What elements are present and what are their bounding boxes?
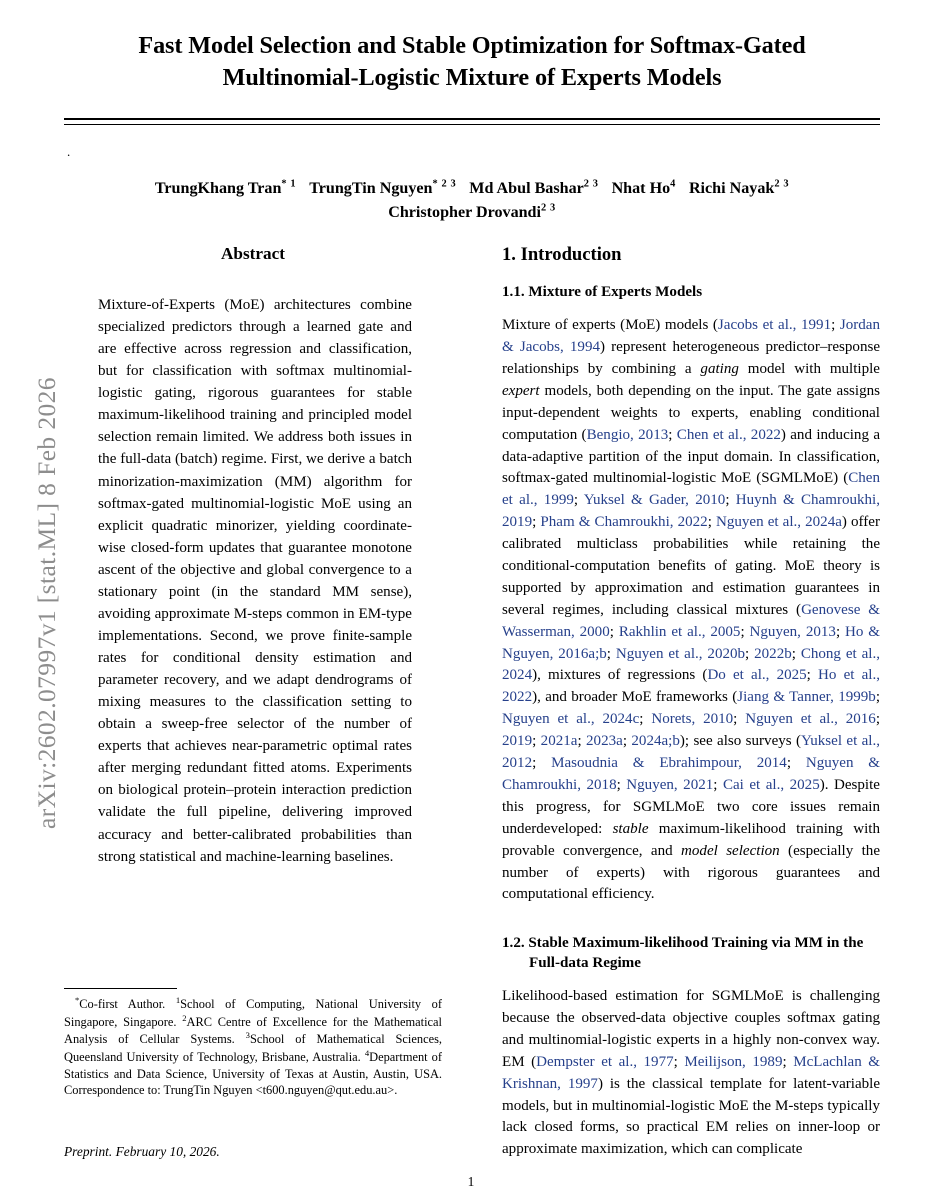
text-run: ; (609, 623, 619, 640)
text-run: ; (733, 711, 746, 728)
text-run: ; (786, 755, 806, 772)
text-run: ) offer calibrated multiclass probabilities while retaining the conditional-computation benefits of gating. MoE theory is supported by approximation and estimation guarantees in several regimes, including classical mixtures ( (502, 514, 880, 618)
citation-link[interactable]: Nguyen, 2021 (626, 776, 714, 793)
text-run: ; (831, 317, 840, 334)
citation-link[interactable]: Nguyen et al., 2024c (502, 711, 640, 728)
citation-link[interactable]: Jiang & Tanner, 1999b (737, 689, 876, 706)
author-name: Richi Nayak (688, 180, 775, 198)
footnote-marker: 2 (182, 1012, 187, 1023)
text-run: ; (707, 514, 716, 531)
author-name: TrungKhang Tran (154, 180, 282, 198)
footnote-text (64, 995, 442, 1099)
author-name: Christopher Drovandi (388, 204, 541, 222)
text-run: ; (668, 426, 677, 443)
author-entry (469, 180, 598, 197)
citation-link[interactable]: Norets, 2010 (651, 711, 734, 728)
author-entry (689, 180, 789, 197)
footnote-run: ARC Centre of Excellence for the Mathematical Analysis of Cellular Systems. (64, 1014, 442, 1047)
author-name: TrungTin Nguyen (309, 180, 433, 198)
title-block (64, 0, 880, 125)
citation-link[interactable]: Masoudnia & Ebrahimpour, 2014 (551, 755, 787, 772)
citation-link[interactable]: Jordan & Jacobs, 1994 (502, 317, 880, 356)
text-run: ), mixtures of regressions ( (532, 667, 708, 684)
preprint-note: Preprint. February 10, 2026. (64, 1144, 220, 1159)
page-number: 1 (467, 1174, 475, 1189)
citation-link[interactable]: Huynh & Chamroukhi, 2019 (502, 492, 880, 531)
citation-link[interactable]: Cai et al., 2025 (722, 776, 820, 793)
paragraph-mixture-of-experts (502, 315, 880, 906)
citation-link[interactable]: Do et al., 2025 (707, 667, 807, 684)
page-title: Fast Model Selection and Stable Optimization for Softmax-Gated Multinomial-Logistic Mixture of Experts Models (138, 32, 806, 91)
citation-link[interactable]: Nguyen et al., 2024a (715, 514, 842, 531)
text-run: ; (532, 733, 541, 750)
text-run: ; (577, 733, 587, 750)
text-run: ; (532, 755, 552, 772)
title-rule (64, 118, 880, 125)
spacer (502, 923, 880, 934)
author-affiliation-marks: 4 (670, 178, 676, 190)
citation-link[interactable]: Nguyen & Chamroukhi, 2018 (502, 755, 880, 793)
author-affiliation-marks: * 2 3 (432, 178, 457, 190)
citation-link[interactable]: Ho & Nguyen, 2016a;b (502, 623, 880, 662)
text-run: ; (740, 623, 750, 640)
footnote-marker: 1 (175, 995, 181, 1005)
left-column (64, 244, 442, 868)
text-run: ; (875, 711, 880, 728)
text-run: ). Despite this progress, for SGMLMoE two core issues remain underdeveloped: (502, 776, 880, 837)
text-run: ; (713, 776, 723, 793)
citation-link[interactable]: 2023a (586, 733, 623, 750)
author-affiliation-marks: 2 3 (540, 202, 556, 214)
citation-link[interactable]: Jacobs et al., 1991 (717, 317, 832, 334)
footnote-block (64, 988, 442, 1099)
text-run: ; (835, 623, 846, 640)
footnote-marker: 4 (364, 1048, 370, 1059)
text-run: ; (725, 492, 736, 509)
citation-link[interactable]: Chen et al., 2022 (676, 426, 781, 443)
citation-link[interactable]: Nguyen et al., 2020b (615, 645, 746, 662)
text-run: ; (622, 733, 632, 750)
citation-link[interactable]: Chong et al., 2024 (502, 645, 880, 684)
author-list (64, 177, 880, 225)
citation-link[interactable]: Meilijson, 1989 (684, 1053, 783, 1070)
citation-link[interactable]: 2019 (502, 733, 533, 750)
abstract-heading: Abstract (221, 244, 285, 263)
citation-link[interactable]: Genovese & Wasserman, 2000 (502, 601, 881, 640)
citation-link[interactable]: McLachlan & Krishnan, 1997 (502, 1053, 880, 1092)
text-run: (especially the number of experts) with rigorous guarantees and computational efficiency. (502, 842, 880, 903)
citation-link[interactable]: 2022b (754, 645, 792, 662)
text-run: ) represent heterogeneous predictor–response relationships by combining a (502, 339, 881, 378)
author-entry (155, 180, 296, 197)
citation-link[interactable]: 2021a (540, 733, 578, 750)
text-run: ; (639, 711, 652, 728)
footnote-rule (64, 988, 177, 989)
author-line-2 (64, 201, 880, 225)
text-run: ; (745, 645, 755, 662)
subsection-heading-1-2: 1.2. Stable Maximum-likelihood Training via MM in the Full-data Regime (502, 935, 864, 972)
footnote-run: School of Mathematical Sciences, Queensland University of Technology, Brisbane, Australia. (64, 1032, 442, 1065)
citation-link[interactable]: Chen et al., 1999 (502, 470, 880, 509)
citation-link[interactable]: Yuksel et al., 2012 (502, 733, 881, 772)
footnote-run: Co-first Author. (79, 997, 176, 1012)
author-affiliation-marks: 2 3 (774, 178, 790, 190)
text-run: Likelihood-based estimation for SGMLMoE is challenging because the observed-data objective couples softmax gating and multinomial-logistic experts in a highly non-convex way. EM ( (502, 988, 880, 1070)
author-affiliation-marks: * 1 (281, 178, 297, 190)
text-run: Mixture of experts (MoE) models ( (502, 317, 718, 334)
author-entry (388, 204, 556, 221)
author-name: Md Abul Bashar (469, 180, 584, 198)
abstract-text: Mixture-of-Experts (MoE) architectures combine specialized predictors through a learned gate and are effective across regression and classification, but for classification with softmax multinomial-logistic gating, rigorous guarantees for stable maximum-likelihood training and principled model selection remain limited. We address both issues in the full-data (batch) regime. First, we derive a batch minorization-maximization (MM) algorithm for softmax-gated multinomial-logistic MoE using an explicit quadratic minorizer, yielding coordinate-wise closed-form updates that guarantee monotone ascent of the objective and global convergence to a stationary point (in the standard MM sense), avoiding approximate M-steps common in EM-type implementations. Second, we prove finite-sample rates for conditional density estimation and parameter recovery, and we adapt dendrograms of mixing measures to the classification setting to obtain a sweep-free selector of the number of experts that achieves near-parametric optimal rates after merging redundant fitted atoms. Experiments on biological protein–protein interaction prediction validate the full pipeline, delivering improved accuracy and better-calibrated probabilities than strong statistical and machine-learning baselines. (98, 297, 412, 865)
section-heading-introduction: 1. Introduction (502, 244, 622, 265)
footnote-marker: * (75, 995, 80, 1005)
footnote-run: School of Computing, National University of Singapore, Singapore. (64, 997, 442, 1029)
text-run: ) and inducing a data-adaptive partition of the input domain. In classification, softmax-gated multinomial-logistic MoE (SGMLMoE) ( (502, 426, 880, 487)
footnote-marker: 3 (245, 1030, 250, 1041)
citation-link[interactable]: Rakhlin et al., 2005 (618, 623, 741, 640)
text-run: ; (782, 1053, 794, 1070)
citation-link[interactable]: Dempster et al., 1977 (536, 1053, 674, 1070)
author-affiliation-marks: 2 3 (583, 178, 599, 190)
author-line-1 (64, 177, 880, 201)
text-run: ; (875, 689, 880, 706)
text-run: ; (606, 645, 616, 662)
text-run: maximum-likelihood training with provable convergence, and (502, 820, 880, 859)
citation-link[interactable]: Nguyen et al., 2016 (745, 711, 876, 728)
emphasis-text: expert (502, 382, 540, 399)
text-run: ; (616, 776, 627, 793)
citation-link[interactable]: 2024a;b (631, 733, 680, 750)
subsection-heading-1-1: 1.1. Mixture of Experts Models (502, 284, 703, 301)
citation-link[interactable]: Ho et al., 2022 (502, 667, 880, 706)
text-run: ; (573, 492, 584, 509)
citation-link[interactable]: Yuksel & Gader, 2010 (583, 492, 726, 509)
right-column (502, 244, 880, 1161)
emphasis-text: model selection (681, 842, 780, 859)
author-entry (309, 180, 456, 197)
margin-dot-mark: . (67, 144, 71, 159)
text-run: model with multiple (738, 361, 880, 378)
text-run: ; (806, 667, 819, 684)
citation-link[interactable]: Bengio, 2013 (586, 426, 669, 443)
citation-link[interactable]: Pham & Chamroukhi, 2022 (540, 514, 708, 531)
text-run: ; (791, 645, 801, 662)
text-run: ); see also surveys ( (679, 733, 802, 750)
footnote-run: Department of Statistics and Data Science, University of Texas at Austin, Austin, USA. Correspondence to: TrungTin Nguyen <t600.nguyen@qut.edu.au>. (64, 1050, 442, 1098)
emphasis-text: stable (612, 820, 649, 837)
text-run: ), and broader MoE frameworks ( (532, 689, 738, 706)
text-run: ) is the classical template for latent-variable models, but in multinomial-logistic MoE the M-steps typically lack closed forms, so practical EM relies on inner-loop or approximate maximization, which can complicate (502, 1075, 881, 1158)
paragraph-likelihood-estimation (502, 986, 880, 1161)
text-run: models, both depending on the input. The gate assigns input-dependent weights to experts, enabling conditional computation ( (502, 382, 880, 443)
text-run: ; (532, 514, 541, 531)
author-name: Nhat Ho (611, 180, 671, 198)
emphasis-text: gating (700, 361, 739, 378)
citation-link[interactable]: Nguyen, 2013 (749, 623, 836, 640)
arxiv-stamp: arXiv:2602.07997v1 [stat.ML] 8 Feb 2026 (32, 377, 61, 829)
text-run: ; (673, 1053, 685, 1070)
author-entry (612, 180, 676, 197)
